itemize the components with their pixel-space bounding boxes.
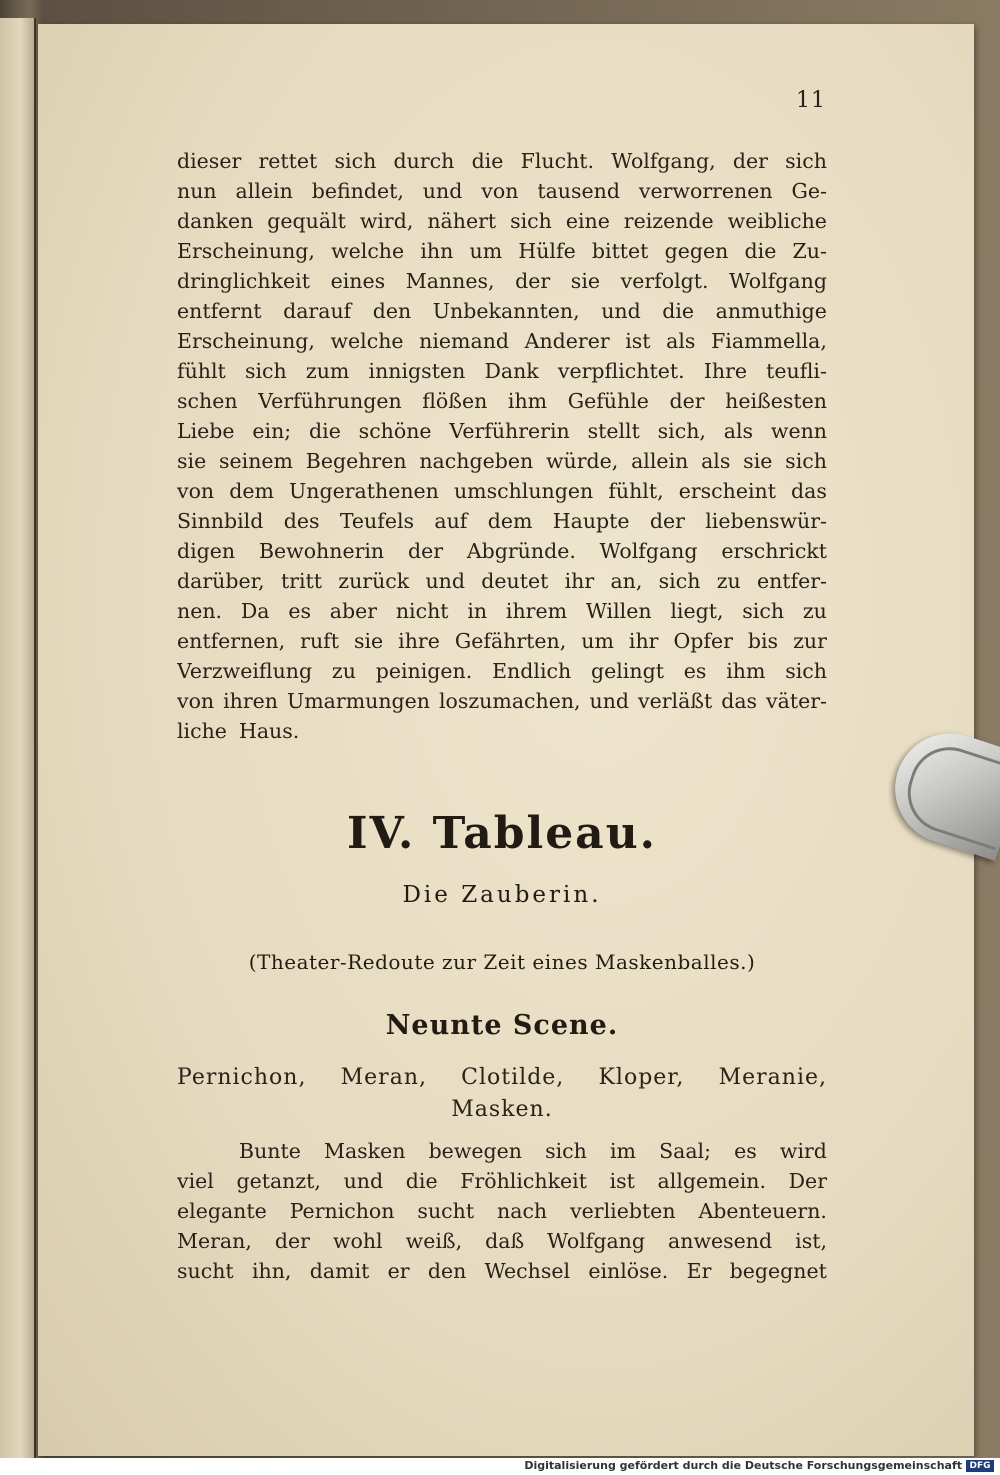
word: Er	[686, 1259, 712, 1283]
word: Mannes,	[405, 269, 495, 293]
word: danken	[177, 209, 254, 233]
word: Fröhlichkeit	[460, 1169, 587, 1193]
word: das	[791, 479, 827, 503]
word: damit	[309, 1259, 370, 1283]
tableau-title: IV. Tableau.	[347, 808, 657, 859]
word: ihn,	[251, 1259, 292, 1283]
left-page-edge	[0, 18, 36, 1458]
word: Flucht.	[520, 149, 595, 173]
text-line	[177, 716, 827, 746]
word: würde,	[545, 449, 619, 473]
word: ihren	[223, 689, 278, 713]
word: liegt,	[670, 599, 724, 623]
text-line	[177, 176, 827, 206]
word: der	[515, 269, 551, 293]
word: begegnet	[729, 1259, 827, 1283]
text-line	[177, 626, 827, 656]
word: elegante	[177, 1199, 267, 1223]
word: liebenswür-	[705, 509, 827, 533]
word: einlöse.	[588, 1259, 669, 1283]
word: nach	[497, 1199, 548, 1223]
word: Anderer	[524, 329, 610, 353]
word: der	[274, 1229, 310, 1253]
word: Erscheinung,	[177, 239, 315, 263]
word: peinigen.	[375, 659, 473, 683]
word: von	[481, 179, 519, 203]
word: getanzt,	[236, 1169, 321, 1193]
word: zurück	[338, 569, 410, 593]
word: Wolfgang	[599, 539, 698, 563]
character-list-line	[177, 1062, 827, 1094]
word: Umarmungen	[286, 689, 430, 713]
word: umschlungen	[453, 479, 594, 503]
paragraph-narrative	[177, 146, 827, 746]
word: tritt	[280, 569, 323, 593]
word: und	[343, 1169, 384, 1193]
word: Haus.	[238, 719, 300, 743]
character-name: Meranie,	[718, 1065, 827, 1090]
text-line	[177, 1226, 827, 1256]
word: sich	[545, 1139, 587, 1163]
word: verworrenen	[638, 179, 773, 203]
text-line	[177, 446, 827, 476]
word: der	[407, 539, 444, 563]
word: sie	[177, 449, 207, 473]
word: Sinnbild	[177, 509, 264, 533]
word: sucht	[177, 1259, 234, 1283]
word: Haupte	[552, 509, 630, 533]
text-line	[177, 146, 827, 176]
word: bewegen	[428, 1139, 522, 1163]
word: Verführerin	[449, 419, 570, 443]
text-line	[177, 476, 827, 506]
word: Wolfgang,	[611, 149, 716, 173]
word: als	[701, 449, 731, 473]
word: weiß,	[405, 1229, 463, 1253]
word: dieser	[177, 149, 242, 173]
word: ihn	[420, 239, 454, 263]
word: ist	[625, 329, 651, 353]
paragraph-stage-direction	[177, 1136, 827, 1286]
text-line	[177, 536, 827, 566]
word: sie	[570, 269, 601, 293]
word: fühlt,	[608, 479, 664, 503]
word: Erscheinung,	[177, 329, 315, 353]
word: verpflichtet.	[557, 359, 685, 383]
word: anmuthige	[715, 299, 827, 323]
footer-credit: Digitalisierung gefördert durch die Deutsche Forschungsgemeinschaft	[524, 1459, 962, 1472]
word: Hülfe	[518, 239, 576, 263]
word: Fiammella,	[711, 329, 827, 353]
character-name: Pernichon,	[177, 1065, 307, 1090]
word: gegen	[664, 239, 729, 263]
word: Willen	[585, 599, 652, 623]
word: bittet	[591, 239, 649, 263]
word: zum	[305, 359, 350, 383]
word: verläßt	[638, 689, 713, 713]
character-name: Kloper,	[598, 1065, 685, 1090]
word: sucht	[417, 1199, 475, 1223]
word: erscheint	[678, 479, 776, 503]
word: um	[581, 629, 614, 653]
word: ihr	[564, 569, 595, 593]
word: loszumachen,	[438, 689, 581, 713]
word: Verzweiflung	[177, 659, 313, 683]
word: innigsten	[368, 359, 466, 383]
word: und	[422, 179, 463, 203]
text-line	[177, 236, 827, 266]
word: aber	[329, 599, 378, 623]
word: reizende	[623, 209, 714, 233]
word: viel	[177, 1169, 214, 1193]
text-line	[177, 1196, 827, 1226]
word: liche	[177, 719, 227, 743]
word: und	[589, 689, 630, 713]
word: Wolfgang	[729, 269, 827, 293]
text-line	[177, 1256, 827, 1286]
word: dem	[487, 509, 533, 533]
word: verfolgt.	[620, 269, 709, 293]
word: entfer-	[756, 569, 827, 593]
word: zur	[793, 629, 827, 653]
word: als	[666, 329, 696, 353]
word: sich	[244, 359, 287, 383]
word: es	[734, 1139, 757, 1163]
word: der	[732, 149, 768, 173]
word: Da	[240, 599, 270, 623]
word: Bunte	[239, 1139, 301, 1163]
word: Endlich	[492, 659, 572, 683]
word: wird,	[359, 209, 414, 233]
word: Saal;	[659, 1139, 712, 1163]
word: allein	[235, 179, 293, 203]
character-name: Clotilde,	[461, 1065, 565, 1090]
word: es	[683, 659, 707, 683]
word: Dank	[484, 359, 539, 383]
word: die	[471, 149, 504, 173]
word: im	[609, 1139, 636, 1163]
word: Zu-	[792, 239, 827, 263]
word: Masken	[323, 1139, 406, 1163]
text-line	[177, 416, 827, 446]
word: eine	[565, 209, 610, 233]
text-line	[177, 386, 827, 416]
word: ihre	[398, 629, 440, 653]
word: bis	[747, 629, 779, 653]
character-list	[177, 1062, 827, 1126]
word: stellt	[587, 419, 640, 443]
word: als	[723, 419, 754, 443]
text-line	[177, 296, 827, 326]
character-name: Meran,	[340, 1065, 427, 1090]
word: sich	[785, 659, 827, 683]
word: Meran,	[177, 1229, 252, 1253]
text-line	[177, 206, 827, 236]
word: Wolfgang	[547, 1229, 646, 1253]
word: tausend	[537, 179, 620, 203]
word: sich	[785, 449, 827, 473]
word: deutet	[481, 569, 549, 593]
word: Teufels	[339, 509, 415, 533]
word: der	[669, 389, 705, 413]
text-line	[177, 356, 827, 386]
word: das	[721, 689, 758, 713]
text-line	[177, 1136, 827, 1166]
footer-bar	[0, 1458, 1000, 1475]
word: rettet	[258, 149, 318, 173]
word: daß	[485, 1229, 525, 1253]
word: die	[662, 299, 695, 323]
word: entfernen,	[177, 629, 286, 653]
word: schöne	[358, 419, 432, 443]
word: der	[649, 509, 685, 533]
word: nähert	[427, 209, 497, 233]
word: Ihre	[703, 359, 747, 383]
word: ihm	[507, 389, 548, 413]
text-line	[177, 266, 827, 296]
word: ihr	[628, 629, 659, 653]
word: sich,	[657, 419, 706, 443]
word: sie	[353, 629, 384, 653]
word: er	[387, 1259, 410, 1283]
word: Liebe	[177, 419, 235, 443]
text-line	[177, 326, 827, 356]
word: Unbekannten,	[432, 299, 580, 323]
word: es	[288, 599, 311, 623]
word: welche	[330, 329, 404, 353]
word: Ge-	[791, 179, 827, 203]
word: allein	[631, 449, 689, 473]
text-line	[177, 1166, 827, 1196]
word: ein;	[252, 419, 292, 443]
word: Abenteuern.	[698, 1199, 827, 1223]
text-line	[177, 686, 827, 716]
dfg-logo: DFG	[966, 1460, 994, 1472]
word: anwesend	[668, 1229, 773, 1253]
word: heißesten	[725, 389, 827, 413]
word: dringlichkeit	[177, 269, 310, 293]
word: Abgründe.	[466, 539, 576, 563]
word: die	[744, 239, 777, 263]
word: den	[427, 1259, 467, 1283]
word: zu	[716, 569, 741, 593]
word: an,	[610, 569, 643, 593]
word: entfernt	[177, 299, 262, 323]
word: nicht	[395, 599, 449, 623]
word: nen.	[177, 599, 223, 623]
word: väter-	[766, 689, 827, 713]
word: wenn	[770, 419, 827, 443]
word: zu	[331, 659, 356, 683]
word: dem	[229, 479, 274, 503]
word: den	[372, 299, 412, 323]
text-line	[177, 596, 827, 626]
word: ist,	[795, 1229, 827, 1253]
word: allgemein.	[657, 1169, 766, 1193]
word: wird	[779, 1139, 827, 1163]
word: von	[177, 689, 215, 713]
word: eines	[330, 269, 386, 293]
word: ist	[609, 1169, 635, 1193]
text-line	[177, 506, 827, 536]
word: erschrickt	[721, 539, 827, 563]
scene-title: Neunte Scene.	[385, 1010, 619, 1041]
word: gequält	[267, 209, 346, 233]
word: sich	[742, 599, 785, 623]
word: sich	[510, 209, 552, 233]
word: seinem	[219, 449, 293, 473]
text-line	[177, 656, 827, 686]
word: Pernichon	[289, 1199, 395, 1223]
word: und	[425, 569, 465, 593]
word: ihm	[726, 659, 766, 683]
word: befindet,	[311, 179, 404, 203]
word: Gefährten,	[454, 629, 567, 653]
word: nun	[177, 179, 217, 203]
word: Verführungen	[258, 389, 402, 413]
word: sie	[743, 449, 773, 473]
word: von	[177, 479, 215, 503]
word: flößen	[422, 389, 488, 413]
word: verliebten	[570, 1199, 676, 1223]
word: des	[283, 509, 320, 533]
word: digen	[177, 539, 236, 563]
word: in	[467, 599, 488, 623]
word: zu	[802, 599, 827, 623]
word: nachgeben	[419, 449, 534, 473]
word: weibliche	[727, 209, 827, 233]
page-number: 11	[796, 88, 826, 113]
word: niemand	[419, 329, 510, 353]
word: fühlt	[177, 359, 226, 383]
word: darauf	[283, 299, 352, 323]
word: schen	[177, 389, 238, 413]
scene-setting: (Theater-Redoute zur Zeit eines Maskenballes.)	[248, 950, 756, 974]
word: Ungerathenen	[289, 479, 439, 503]
word: Begehren	[305, 449, 407, 473]
word: Wechsel	[484, 1259, 571, 1283]
word: gelingt	[591, 659, 664, 683]
word: auf	[434, 509, 468, 533]
word: und	[601, 299, 641, 323]
word: durch	[393, 149, 455, 173]
word: darüber,	[177, 569, 265, 593]
word: Der	[788, 1169, 827, 1193]
text-line	[177, 566, 827, 596]
word: die	[405, 1169, 438, 1193]
word: ruft	[300, 629, 339, 653]
word: Bewohnerin	[258, 539, 385, 563]
word: die	[309, 419, 341, 443]
character-name: Masken.	[451, 1097, 553, 1122]
word: sich	[785, 149, 827, 173]
word: Opfer	[673, 629, 733, 653]
tableau-subtitle: Die Zauberin.	[402, 882, 602, 908]
word: um	[469, 239, 503, 263]
word: welche	[331, 239, 405, 263]
word: sich	[658, 569, 701, 593]
word: teufli-	[766, 359, 827, 383]
word: ihrem	[505, 599, 568, 623]
word: sich	[334, 149, 377, 173]
word: wohl	[332, 1229, 383, 1253]
word: Gefühle	[567, 389, 649, 413]
character-list-line	[177, 1094, 827, 1126]
